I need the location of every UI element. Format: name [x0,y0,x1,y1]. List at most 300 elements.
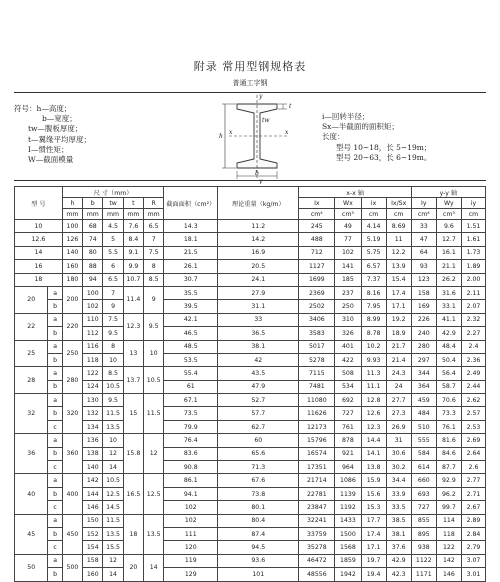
cell-iy: 614 [411,461,436,474]
cell-ixsx: 21.4 [386,353,411,366]
cell-ix: 22781 [299,487,335,500]
cell-ix: 5.75 [361,246,386,259]
cell-ix: 3406 [299,313,335,326]
cell-b: 132 [83,407,103,420]
header-iy-inertia: Iy [411,198,436,209]
cell-ixsx: 38.1 [386,527,411,540]
cell-weight: 38.1 [218,340,299,353]
cell-iy: 2.44 [461,380,485,393]
cell-iy: 2.49 [461,367,485,380]
cell-ixsx: 11 [386,233,411,246]
cell-ix: 33759 [299,527,335,540]
cell-t: 12.3 [123,313,143,340]
cell-iy: 484 [411,407,436,420]
cell-model: 10 [15,220,63,233]
cell-wy: 56.4 [436,367,461,380]
cell-ix: 7481 [299,380,335,393]
legend-item: tw—腹板厚度； [28,124,83,134]
cell-area: 76.4 [164,434,218,447]
legend-item: 型号 20~63，长 6~19m。 [336,152,432,162]
cell-tw: 10.5 [103,474,123,487]
cell-wy: 9.6 [436,220,461,233]
cell-wy: 26.2 [436,273,461,286]
cell-subtype: a [48,434,62,447]
cell-r: 12.5 [144,474,164,514]
section-divider [14,180,486,181]
cell-h: 140 [62,246,82,259]
cell-b: 68 [83,220,103,233]
table-row [15,501,486,514]
cell-ix: 8.16 [361,286,386,299]
cell-area: 102 [164,501,218,514]
header-area: 截面面积（cm²） [164,187,218,220]
cell-weight: 101 [218,568,299,581]
cell-tw: 8 [103,340,123,353]
cell-subtype: b [48,487,62,500]
unit: mm [144,209,164,220]
cell-h: 126 [62,233,82,246]
table-row [15,313,486,326]
cell-wy: 31.6 [436,286,461,299]
cell-ix: 5017 [299,340,335,353]
header-ix-inertia: Ix [299,198,335,209]
cell-b: 138 [83,447,103,460]
header-r: R [144,198,164,209]
cell-area: 79.9 [164,420,218,433]
cell-iy: 64 [411,246,436,259]
cell-tw: 15.5 [103,541,123,554]
legend-item: t—翼缘平均厚度； [28,134,92,144]
cell-ixsx: 15.4 [386,273,411,286]
unit: cm [361,209,386,220]
cell-area: 39.5 [164,300,218,313]
cell-iy: 280 [411,340,436,353]
header-t: t [123,198,143,209]
cell-r: 9.5 [144,313,164,340]
cell-weight: 43.5 [218,367,299,380]
cell-t: 8.4 [123,233,143,246]
cell-iy: 660 [411,474,436,487]
cell-tw: 9.5 [103,394,123,407]
cell-weight: 57.7 [218,407,299,420]
cell-subtype: a [48,514,62,527]
cell-b: 158 [83,554,103,567]
cell-iy: 895 [411,527,436,540]
cell-iy: 2.84 [461,527,485,540]
cell-iy: 364 [411,380,436,393]
cell-tw: 10 [103,434,123,447]
cell-ixsx: 34.4 [386,474,411,487]
i-beam-section-diagram [205,92,305,184]
cell-tw: 7 [103,286,123,299]
cell-ix: 12.6 [361,407,386,420]
cell-tw: 6 [103,260,123,273]
unit: mm [103,209,123,220]
cell-wx: 508 [335,367,361,380]
cell-wx: 326 [335,327,361,340]
cell-area: 119 [164,554,218,567]
cell-t: 15 [123,394,143,434]
cell-b: 130 [83,394,103,407]
cell-iy: 2.67 [461,501,485,514]
cell-ix: 2502 [299,300,335,313]
cell-ixsx: 30.6 [386,447,411,460]
cell-weight: 33 [218,313,299,326]
unit: cm⁴ [299,209,335,220]
cell-ix: 17.7 [361,514,386,527]
cell-weight: 42 [218,353,299,366]
cell-t: 10.7 [123,273,143,286]
cell-ix: 1127 [299,260,335,273]
cell-r: 12 [144,434,164,474]
cell-iy: 240 [411,327,436,340]
cell-tw: 14 [103,568,123,581]
cell-wx: 761 [335,420,361,433]
cell-ix: 2369 [299,286,335,299]
cell-b: 124 [83,380,103,393]
cell-area: 18.1 [164,233,218,246]
cell-area: 90.8 [164,461,218,474]
cell-b: 122 [83,367,103,380]
cell-h: 500 [62,554,82,581]
table-row [15,300,486,313]
cell-iy: 2.64 [461,447,485,460]
cell-ix: 3583 [299,327,335,340]
cell-weight: 87.4 [218,527,299,540]
cell-weight: 80.1 [218,501,299,514]
cell-ix: 14.1 [361,447,386,460]
table-row [15,554,486,567]
table-row [15,286,486,299]
cell-area: 14.3 [164,220,218,233]
cell-iy: 693 [411,487,436,500]
header-b: b [83,198,103,209]
cell-t: 15.8 [123,434,143,474]
cell-ix: 11.1 [361,380,386,393]
cell-area: 111 [164,527,218,540]
cell-wx: 141 [335,260,361,273]
cell-ix: 11.3 [361,367,386,380]
cell-iy: 226 [411,313,436,326]
table-row [15,340,486,353]
cell-tw: 12 [103,447,123,460]
cell-wy: 114 [436,514,461,527]
cell-h: 400 [62,474,82,514]
cell-tw: 4.5 [103,220,123,233]
cell-wy: 118 [436,527,461,540]
legend-item: i—回转半径； [322,112,370,121]
cell-r: 8 [144,260,164,273]
steel-spec-table [14,186,486,582]
cell-wx: 77 [335,233,361,246]
cell-r: 10 [144,340,164,367]
cell-area: 48.5 [164,340,218,353]
unit: mm [83,209,103,220]
cell-wx: 1192 [335,501,361,514]
cell-r: 10.5 [144,367,164,394]
header-wy: Wy [436,198,461,209]
cell-r: 6.5 [144,220,164,233]
cell-iy: 2.27 [461,327,485,340]
header-weight: 理论重量（kg/m） [218,187,299,220]
cell-area: 35.5 [164,286,218,299]
cell-ix: 9.93 [361,353,386,366]
cell-tw: 6.5 [103,273,123,286]
cell-b: 136 [83,434,103,447]
legend-item: 符号：h—高度； [14,104,72,113]
cell-h: 320 [62,394,82,434]
cell-b: 112 [83,327,103,340]
cell-area: 30.7 [164,273,218,286]
cell-ix: 712 [299,246,335,259]
cell-iy: 2.32 [461,313,485,326]
cell-tw: 5 [103,233,123,246]
cell-t: 9.1 [123,246,143,259]
cell-tw: 12 [103,554,123,567]
table-row [15,514,486,527]
cell-ixsx: 24.3 [386,367,411,380]
cell-tw: 9 [103,300,123,313]
table-row [15,394,486,407]
diagram-label-x-right: x [285,129,289,136]
cell-subtype: a [48,286,62,299]
cell-iy: 1.61 [461,233,485,246]
cell-area: 73.5 [164,407,218,420]
header-ix-radius: ix [361,198,386,209]
cell-r: 11.5 [144,394,164,434]
cell-ix: 12.8 [361,394,386,407]
cell-weight: 36.5 [218,327,299,340]
cell-area: 94.1 [164,487,218,500]
cell-model: 22 [15,313,48,340]
cell-iy: 555 [411,434,436,447]
cell-ixsx: 27.3 [386,407,411,420]
cell-ixsx: 19.2 [386,313,411,326]
legend-item: I—惯性矩； [28,144,69,154]
cell-model: 16 [15,260,63,273]
cell-wy: 50.4 [436,353,461,366]
cell-model: 25 [15,340,48,367]
cell-tw: 7.5 [103,313,123,326]
cell-weight: 16.9 [218,246,299,259]
page-title: 附录 常用型钢规格表 [193,60,307,73]
table-row [15,474,486,487]
legend-item: Sx—半截面的面积矩； [322,122,399,132]
table-row [15,367,486,380]
cell-weight: 24.1 [218,273,299,286]
cell-wx: 727 [335,407,361,420]
cell-subtype: a [48,474,62,487]
cell-ix: 14.4 [361,434,386,447]
cell-iy: 938 [411,541,436,554]
cell-ix: 5278 [299,353,335,366]
unit: mm [123,209,143,220]
unit: cm [461,209,485,220]
cell-wy: 87.7 [436,461,461,474]
cell-ix: 48556 [299,568,335,581]
header-tw: tw [103,198,123,209]
cell-iy: 2.11 [461,286,485,299]
unit: cm⁴ [411,209,436,220]
cell-wx: 310 [335,313,361,326]
cell-ix: 23847 [299,501,335,514]
cell-area: 53.5 [164,353,218,366]
cell-b: 80 [83,246,103,259]
cell-b: 118 [83,353,103,366]
cell-tw: 5.5 [103,246,123,259]
cell-wy: 99.7 [436,501,461,514]
cell-wx: 878 [335,434,361,447]
cell-iy: 1122 [411,554,436,567]
cell-iy: 459 [411,394,436,407]
cell-subtype: c [48,420,62,433]
cell-tw: 10 [103,353,123,366]
diagram-label-b: b [255,170,259,177]
cell-weight: 20.5 [218,260,299,273]
header-wx: Wx [335,198,361,209]
table-row [15,527,486,540]
cell-weight: 47.9 [218,380,299,393]
legend-right [322,112,431,163]
cell-weight: 80.4 [218,514,299,527]
cell-subtype: a [48,313,62,326]
legend-item: W—截面模量 [28,155,74,165]
cell-b: 150 [83,514,103,527]
cell-weight: 14.2 [218,233,299,246]
cell-ix: 5.19 [361,233,386,246]
cell-wy: 70.6 [436,394,461,407]
cell-wy: 146 [436,568,461,581]
cell-b: 74 [83,233,103,246]
table-row [15,327,486,340]
cell-b: 100 [83,286,103,299]
cell-wx: 1086 [335,474,361,487]
cell-wy: 41.1 [436,313,461,326]
cell-ix: 7.37 [361,273,386,286]
table-row [15,420,486,433]
cell-iy: 584 [411,447,436,460]
table-row [15,461,486,474]
unit: cm³ [335,209,361,220]
cell-iy: 855 [411,514,436,527]
cell-ix: 13.8 [361,461,386,474]
cell-area: 83.6 [164,447,218,460]
cell-t: 16.5 [123,474,143,514]
cell-iy: 2.07 [461,300,485,313]
cell-weight: 71.3 [218,461,299,474]
cell-subtype: a [48,340,62,353]
cell-wy: 48.4 [436,340,461,353]
cell-model: 45 [15,514,48,554]
cell-ix: 1699 [299,273,335,286]
cell-iy: 1.89 [461,260,485,273]
cell-wy: 16.1 [436,246,461,259]
cell-iy: 1.51 [461,220,485,233]
cell-wx: 1139 [335,487,361,500]
cell-ix: 15796 [299,434,335,447]
cell-ixsx: 17.4 [386,286,411,299]
cell-tw: 11.5 [103,514,123,527]
cell-ix: 17351 [299,461,335,474]
cell-ix: 245 [299,220,335,233]
cell-t: 9.9 [123,260,143,273]
table-row [15,220,486,233]
cell-ixsx: 12.2 [386,246,411,259]
cell-wx: 49 [335,220,361,233]
cell-ixsx: 26.9 [386,420,411,433]
cell-tw: 14 [103,461,123,474]
cell-area: 46.5 [164,327,218,340]
cell-ix: 12173 [299,420,335,433]
cell-ix: 17.4 [361,527,386,540]
table-row [15,273,486,286]
cell-r: 9 [144,286,164,313]
cell-b: 142 [83,474,103,487]
cell-subtype: c [48,541,62,554]
cell-wx: 1568 [335,541,361,554]
cell-ix: 12.3 [361,420,386,433]
cell-r: 13.5 [144,514,164,554]
cell-tw: 9.5 [103,327,123,340]
cell-model: 28 [15,367,48,394]
cell-tw: 10.5 [103,380,123,393]
cell-t: 13 [123,340,143,367]
cell-subtype: b [48,568,62,581]
cell-ixsx: 21.7 [386,340,411,353]
cell-tw: 13.5 [103,420,123,433]
legend-left [14,104,91,165]
table-row [15,380,486,393]
cell-iy: 2.36 [461,353,485,366]
cell-iy: 2.77 [461,474,485,487]
cell-ixsx: 18.9 [386,327,411,340]
cell-r: 7 [144,233,164,246]
cell-model: 12.6 [15,233,63,246]
cell-weight: 52.7 [218,394,299,407]
cell-iy: 2.57 [461,407,485,420]
table-row [15,260,486,273]
cell-subtype: b [48,407,62,420]
cell-weight: 60 [218,434,299,447]
diagram-label-t: t [289,103,292,110]
cell-r: 8.5 [144,273,164,286]
cell-h: 250 [62,340,82,367]
cell-ix: 11080 [299,394,335,407]
legend-item: 型号 10~18，长 5~19m； [336,142,432,152]
diagram-label-x-left: x [229,129,233,136]
cell-ixsx: 24 [386,380,411,393]
cell-h: 100 [62,220,82,233]
cell-iy: 2.62 [461,394,485,407]
cell-iy: 297 [411,353,436,366]
cell-subtype: b [48,327,62,340]
cell-subtype: a [48,394,62,407]
cell-iy: 158 [411,286,436,299]
cell-b: 88 [83,260,103,273]
cell-weight: 67.6 [218,474,299,487]
cell-wx: 250 [335,300,361,313]
cell-b: 102 [83,300,103,313]
cell-ixsx: 17.1 [386,300,411,313]
cell-t: 7.6 [123,220,143,233]
cell-weight: 27.9 [218,286,299,299]
cell-wx: 102 [335,246,361,259]
diagram-label-h: h [219,133,223,140]
cell-ixsx: 38.5 [386,514,411,527]
cell-wx: 1433 [335,514,361,527]
cell-iy: 344 [411,367,436,380]
diagram-label-tw: tw [262,117,270,124]
